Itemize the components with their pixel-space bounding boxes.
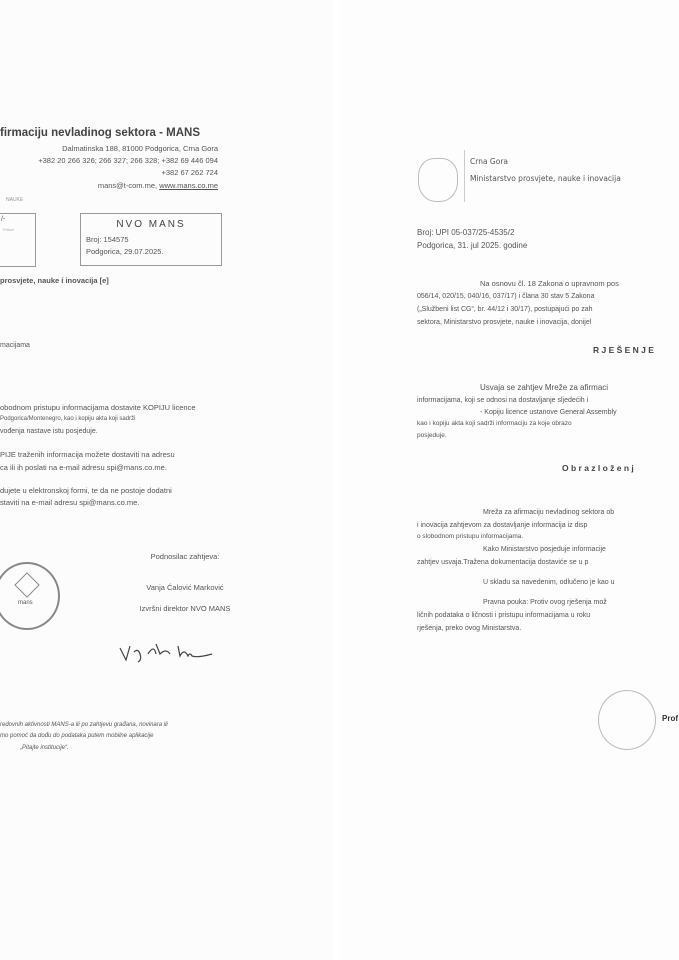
country: Crna Gora — [470, 157, 509, 166]
nvo-mans-box — [80, 213, 222, 266]
org-title: firmaciju nevladinog sektora - MANS — [0, 127, 201, 139]
reasoning-line: i inovacija zahtjevom za dostavljanje informacija iz disp — [417, 522, 588, 529]
ministry-name: Ministarstvo prosvjete, nauke i inovacija — [470, 174, 621, 183]
seal-logo-icon — [14, 572, 39, 597]
stamp-mark: /- — [1, 216, 6, 223]
stamp-label: Prilozi — [3, 227, 14, 232]
decision-date: Podgorica, 31. jul 2025. godine — [417, 241, 528, 250]
footer-line: „Pitajte institucije“. — [20, 745, 69, 751]
reasoning-line: Mreža za afirmaciju nevladinog sektora ob — [483, 509, 615, 516]
decision-line: posjeduje. — [417, 432, 447, 439]
decision-line: - Kopiju licence ustanove General Assembly — [480, 409, 617, 416]
intro-line: („Službeni list CG“, br. 44/12 i 30/17), postupajući po zah — [417, 306, 593, 313]
paragraph-line: vođenja nastave istu posjeduje. — [0, 428, 98, 435]
subject: macijama — [0, 342, 30, 349]
legal-line: rješenja, preko ovog Ministarstva. — [417, 625, 522, 632]
legal-line: Pravna pouka: Protiv ovog rješenja mož — [483, 599, 607, 606]
phone: +382 20 266 326; 266 327; 266 328; +382 69 446 094 — [38, 156, 218, 165]
handwritten-signature — [118, 640, 218, 664]
website-link[interactable]: www.mans.co.me — [159, 181, 218, 190]
paragraph-line: dujete u elektronskoj formi, te da ne postoje dodatni — [0, 486, 172, 495]
stamp-header: NAUKE — [6, 197, 24, 203]
email: mans@t-com.me, — [97, 181, 160, 190]
reception-stamp — [0, 213, 36, 267]
signer-name: Vanja Ćalović Marković — [146, 583, 224, 592]
reasoning-line: o slobodnom pristupu informacijama. — [417, 533, 524, 540]
left-page-mans-request — [0, 0, 333, 960]
reasoning-heading: O b r a z l o ž e n j — [562, 463, 634, 473]
decision-line: kao i kopiju akta koji sadrži informaciju za koje obrazo — [417, 420, 572, 427]
signature-label: Podnosilac zahtjeva: — [150, 552, 220, 561]
legal-line: ličnih podataka o ličnosti i pristupu informacijama u roku — [417, 612, 591, 619]
intro-line: 056/14, 020/15, 040/16, 037/17) i člana 30 stav 5 Zakona — [417, 293, 595, 300]
intro-line: Na osnovu čl. 18 Zakona o upravnom pos — [480, 279, 619, 288]
address: Dalmatinska 188, 81000 Podgorica, Crna Gora — [62, 144, 218, 153]
header-divider — [464, 150, 465, 202]
nvo-title: NVO MANS — [116, 219, 186, 230]
decision-line: Usvaja se zahtjev Mreže za afirmaci — [480, 383, 609, 392]
decision-heading: R J E Š E N J E — [593, 345, 654, 355]
phone: +382 67 262 724 — [161, 168, 218, 177]
decision-line: informacijama, koji se odnosi na dostavljanje sljedećih i — [417, 397, 589, 404]
mans-seal — [0, 562, 60, 630]
contact — [98, 182, 218, 190]
ministry-seal — [598, 690, 656, 750]
seal-text: mans — [18, 600, 33, 606]
request-date: Podgorica, 29.07.2025. — [86, 247, 164, 256]
right-page-ministry-decision — [340, 0, 679, 960]
decision-number: Broj: UPI 05-037/25-4535/2 — [417, 228, 515, 237]
paragraph-line: Podgorica/Montenegro, kao i kopiju akta koji sadrži — [0, 416, 136, 422]
footer-line: redovnih aktivnosti MANS-a ili po zahtjevu građana, novinara ili — [0, 722, 168, 728]
paragraph-line: PIJE traženih informacija možete dostaviti na adresu — [0, 450, 175, 459]
reasoning-line: Kako Ministarstvo posjeduje informacije — [483, 546, 606, 553]
reasoning-line: zahtjev usvaja.Tražena dokumentacija dostaviće se u p — [417, 559, 589, 566]
paragraph-line: obodnom pristupu informacijama dostavite KOPIJU licence — [0, 403, 196, 412]
signer-partial: Prof — [662, 714, 678, 723]
intro-line: sektora, Ministarstvo prosvjete, nauke i inovacija, donijel — [417, 319, 592, 326]
coat-of-arms-icon — [418, 158, 458, 202]
request-number: Broj: 154575 — [86, 235, 129, 244]
signer-title: Izvršni direktor NVO MANS — [139, 604, 231, 613]
recipient: prosvjete, nauke i inovacija [e] — [0, 276, 109, 285]
paragraph-line: staviti na e-mail adresu spi@mans.co.me. — [0, 498, 140, 507]
footer-line: mo pomoć da dođu do podataka putem mobilne aplikacije — [0, 733, 154, 739]
paragraph-line: ca ili ih poslati na e-mail adresu spi@mans.co.me. — [0, 463, 167, 472]
conclusion: U skladu sa navedenim, odlučeno je kao u — [483, 579, 615, 586]
